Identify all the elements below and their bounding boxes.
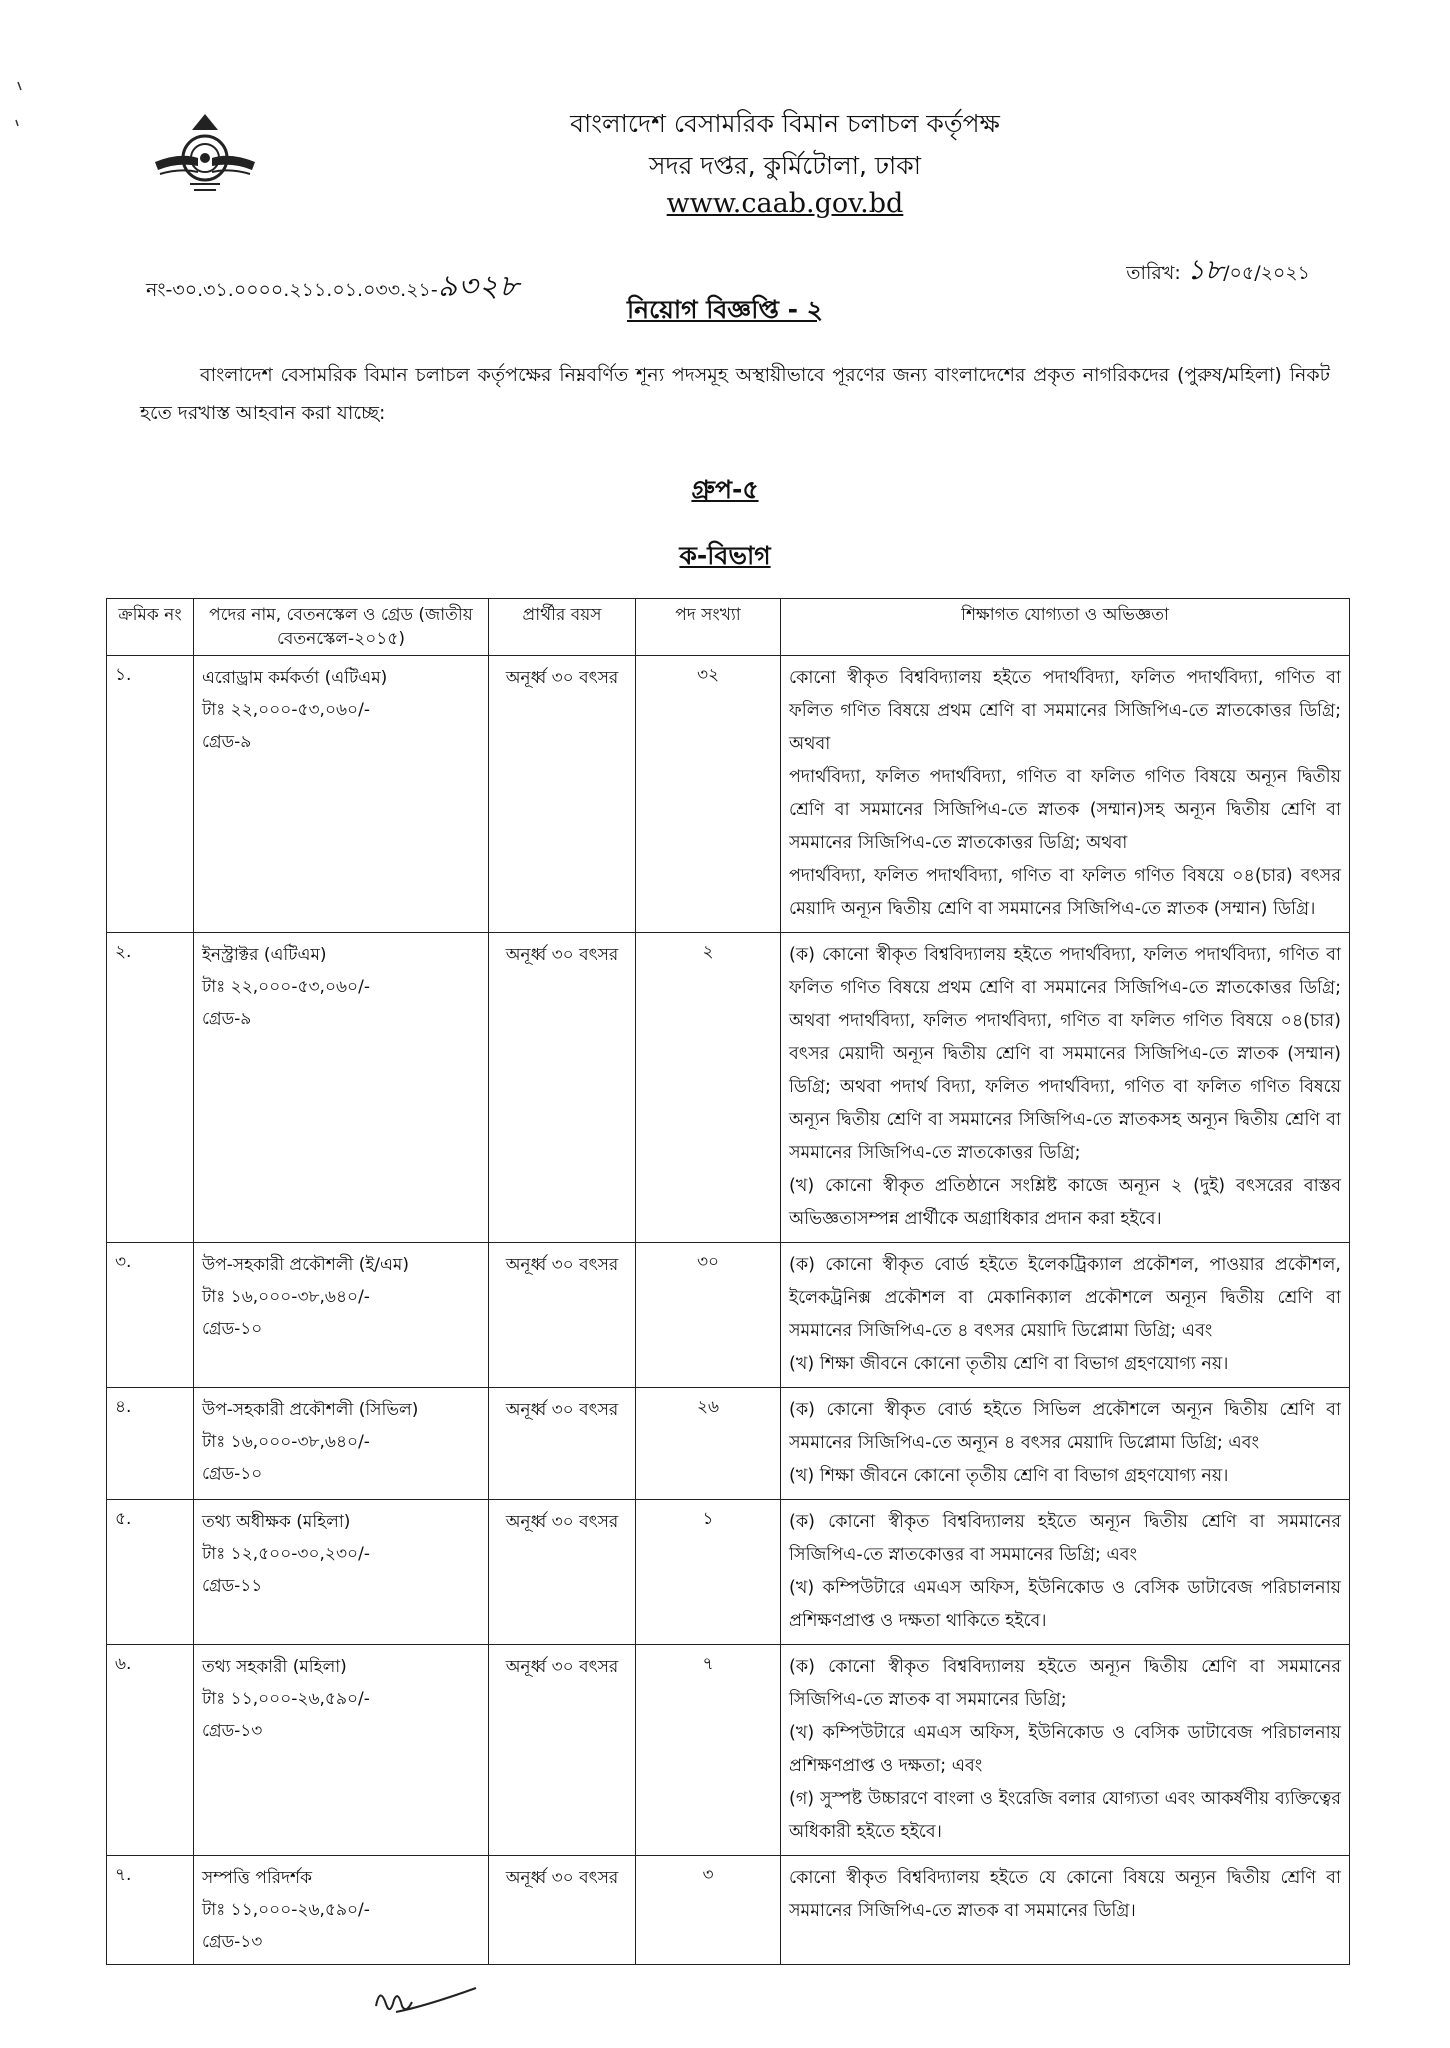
- qualification-item: (খ) শিক্ষা জীবনে কোনো তৃতীয় শ্রেণি বা বিভাগ গ্রহণযোগ্য নয়।: [789, 1466, 1229, 1486]
- post-scale: টাঃ ১৬,০০০-৩৮,৬৪০/-: [202, 1432, 370, 1452]
- post-grade: গ্রেড-১০: [202, 1464, 263, 1484]
- date-month-year: /০৫/২০২১: [1223, 262, 1310, 284]
- post-grade: গ্রেড-১০: [202, 1319, 263, 1339]
- row-post-cell: [194, 1500, 489, 1645]
- row-qualification-cell: [781, 933, 1350, 1243]
- qualification-item: (ক) কোনো স্বীকৃত বিশ্ববিদ্যালয় হইতে অন্যূন দ্বিতীয় শ্রেণি বা সমমানের সিজিপিএ-তে স্নাতকোত্তর বা সমমানের ডিগ্রি; এবং: [789, 1512, 1341, 1565]
- post-name: ইনস্ট্রাক্টর (এটিএম): [202, 945, 327, 965]
- group-heading: গ্রুপ-৫: [691, 475, 759, 504]
- post-name: তথ্য অধীক্ষক (মহিলা): [202, 1512, 351, 1532]
- qualification-item: (খ) কোনো স্বীকৃত প্রতিষ্ঠানে সংশ্লিষ্ট কাজে অন্যূন ২ (দুই) বৎসরের বাস্তব অভিজ্ঞতাসম্পন্ন প্রার্থীকে অগ্রাধিকার প্রদান করা হইবে।: [789, 1176, 1341, 1229]
- row-age: অনূর্ধ্ব ৩০ বৎসর: [489, 1500, 636, 1645]
- post-scale: টাঃ ১২,৫০০-৩০,২৩০/-: [202, 1544, 370, 1564]
- qualification-item: (খ) কম্পিউটারে এমএস অফিস, ইউনিকোড ও বেসিক ডাটাবেজ পরিচালনায় প্রশিক্ষণপ্রাপ্ত ও দক্ষতা; এবং: [789, 1723, 1341, 1776]
- post-name: উপ-সহকারী প্রকৌশলী (ই/এম): [202, 1255, 409, 1275]
- qualification-item: (খ) কম্পিউটারে এমএস অফিস, ইউনিকোড ও বেসিক ডাটাবেজ পরিচালনায় প্রশিক্ষণপ্রাপ্ত ও দক্ষতা থাকিতে হইবে।: [789, 1578, 1341, 1631]
- row-post-count: ৩২: [636, 656, 781, 933]
- header-qualification: শিক্ষাগত যোগ্যতা ও অভিজ্ঞতা: [781, 599, 1350, 656]
- date-label: তারিখ:: [1126, 262, 1181, 284]
- qualification-item: পদার্থবিদ্যা, ফলিত পদার্থবিদ্যা, গণিত বা ফলিত গণিত বিষয়ে অন্যূন দ্বিতীয় শ্রেণি বা সমমানের সিজিপিএ-তে স্নাতক (সম্মান)সহ অন্যূন দ্বিতীয় শ্রেণি বা সমমানের সিজিপিএ-তে স্নাতকোত্তর ডিগ্রি; অথবা: [789, 767, 1341, 853]
- row-qualification-cell: [781, 1388, 1350, 1500]
- post-grade: গ্রেড-১৩: [202, 1721, 263, 1741]
- row-serial: ৬.: [107, 1645, 194, 1856]
- qualification-item: কোনো স্বীকৃত বিশ্ববিদ্যালয় হইতে যে কোনো বিষয়ে অন্যূন দ্বিতীয় শ্রেণি বা সমমানের সিজিপিএ-তে স্নাতক বা সমমানের ডিগ্রি।: [789, 1868, 1341, 1921]
- post-name: সম্পত্তি পরিদর্শক: [202, 1868, 312, 1888]
- qualification-item: (ক) কোনো স্বীকৃত বোর্ড হইতে ইলেকট্রিক্যাল প্রকৌশল, পাওয়ার প্রকৌশল, ইলেকট্রনিক্স প্রকৌশল বা মেকানিক্যাল প্রকৌশলে অন্যূন দ্বিতীয় শ্রেণি বা সমমানের সিজিপিএ-তে ৪ বৎসর মেয়াদি ডিপ্লোমা ডিগ্রি; এবং: [789, 1255, 1341, 1341]
- post-grade: গ্রেড-১৩: [202, 1932, 263, 1952]
- row-post-count: ৩: [636, 1856, 781, 1965]
- row-qualification-cell: [781, 1500, 1350, 1645]
- table-row: [107, 1243, 1350, 1388]
- row-post-cell: [194, 1645, 489, 1856]
- organization-name: বাংলাদেশ বেসামরিক বিমান চলাচল কর্তৃপক্ষ: [570, 109, 1000, 138]
- post-scale: টাঃ ১৬,০০০-৩৮,৬৪০/-: [202, 1287, 370, 1307]
- row-post-count: ৭: [636, 1645, 781, 1856]
- qualification-item: কোনো স্বীকৃত বিশ্ববিদ্যালয় হইতে পদার্থবিদ্যা, ফলিত পদার্থবিদ্যা, গণিত বা ফলিত গণিত বিষয়ে প্রথম শ্রেণি বা সমমানের সিজিপিএ-তে স্নাতকোত্তর ডিগ্রি; অথবা: [789, 668, 1341, 754]
- row-qualification-cell: [781, 1243, 1350, 1388]
- post-grade: গ্রেড-১১: [202, 1576, 263, 1596]
- row-qualification-cell: [781, 1856, 1350, 1965]
- post-scale: টাঃ ২২,০০০-৫৩,০৬০/-: [202, 977, 370, 997]
- row-post-cell: [194, 1243, 489, 1388]
- date-day: ১৮: [1186, 253, 1224, 286]
- qualification-item: (গ) সুস্পষ্ট উচ্চারণে বাংলা ও ইংরেজি বলার যোগ্যতা এবং আকর্ষণীয় ব্যক্তিত্বের অধিকারী হইতে হইবে।: [789, 1789, 1341, 1842]
- post-name: উপ-সহকারী প্রকৌশলী (সিভিল): [202, 1400, 419, 1420]
- qualification-item: (ক) কোনো স্বীকৃত বোর্ড হইতে সিভিল প্রকৌশলে অন্যূন দ্বিতীয় শ্রেণি বা সমমানের সিজিপিএ-তে অন্যূন ৪ বৎসর মেয়াদি ডিপ্লোমা ডিগ্রি; এবং: [789, 1400, 1341, 1453]
- table-header-row: [107, 599, 1350, 656]
- row-post-cell: [194, 933, 489, 1243]
- row-post-count: ১: [636, 1500, 781, 1645]
- row-post-count: ২: [636, 933, 781, 1243]
- organization-address: সদর দপ্তর, কুর্মিটোলা, ঢাকা: [648, 151, 922, 180]
- row-post-count: ২৬: [636, 1388, 781, 1500]
- post-grade: গ্রেড-৯: [202, 732, 252, 752]
- row-age: অনূর্ধ্ব ৩০ বৎসর: [489, 933, 636, 1243]
- qualification-item: (খ) শিক্ষা জীবনে কোনো তৃতীয় শ্রেণি বা বিভাগ গ্রহণযোগ্য নয়।: [789, 1354, 1229, 1374]
- table-row: [107, 1388, 1350, 1500]
- row-serial: ৩.: [107, 1243, 194, 1388]
- row-serial: ৪.: [107, 1388, 194, 1500]
- row-serial: ৭.: [107, 1856, 194, 1965]
- row-age: অনূর্ধ্ব ৩০ বৎসর: [489, 1645, 636, 1856]
- row-age: অনূর্ধ্ব ৩০ বৎসর: [489, 1856, 636, 1965]
- post-scale: টাঃ ২২,০০০-৫৩,০৬০/-: [202, 700, 370, 720]
- post-name: এরোড্রাম কর্মকর্তা (এটিএম): [202, 668, 388, 688]
- memo-prefix: নং-৩০.৩১.০০০০.২১১.০১.০৩৩.২১-: [146, 279, 438, 301]
- division-heading: ক-বিভাগ: [679, 541, 771, 570]
- header-age: প্রার্থীর বয়স: [489, 599, 636, 656]
- post-scale: টাঃ ১১,০০০-২৬,৫৯০/-: [202, 1900, 370, 1920]
- row-serial: ১.: [107, 656, 194, 933]
- post-grade: গ্রেড-৯: [202, 1009, 252, 1029]
- post-scale: টাঃ ১১,০০০-২৬,৫৯০/-: [202, 1689, 370, 1709]
- qualification-item: পদার্থবিদ্যা, ফলিত পদার্থবিদ্যা, গণিত বা ফলিত গণিত বিষয়ে ০৪(চার) বৎসর মেয়াদি অন্যূন দ্বিতীয় শ্রেণি বা সমমানের সিজিপিএ-তে স্নাতক (সম্মান) ডিগ্রি।: [789, 866, 1341, 919]
- row-post-cell: [194, 1856, 489, 1965]
- row-age: অনূর্ধ্ব ৩০ বৎসর: [489, 1243, 636, 1388]
- header-serial: ক্রমিক নং: [107, 599, 194, 656]
- intro-paragraph: বাংলাদেশ বেসামরিক বিমান চলাচল কর্তৃপক্ষের নিম্নবর্ণিত শূন্য পদসমূহ অস্থায়ীভাবে পূরণের জন্য বাংলাদেশের প্রকৃত নাগরিকদের (পুরুষ/মহিলা) নিকট হতে দরখাস্ত আহবান করা যাচ্ছে:: [140, 364, 1330, 424]
- table-row: [107, 656, 1350, 933]
- qualification-item: (ক) কোনো স্বীকৃত বিশ্ববিদ্যালয় হইতে অন্যূন দ্বিতীয় শ্রেণি বা সমমানের সিজিপিএ-তে স্নাতক বা সমমানের ডিগ্রি;: [789, 1657, 1341, 1710]
- table-row: [107, 1645, 1350, 1856]
- handwritten-signature: [366, 1976, 486, 2026]
- row-age: অনূর্ধ্ব ৩০ বৎসর: [489, 656, 636, 933]
- row-serial: ৫.: [107, 1500, 194, 1645]
- row-qualification-cell: [781, 1645, 1350, 1856]
- row-post-count: ৩০: [636, 1243, 781, 1388]
- issue-date: [1126, 248, 1310, 295]
- memo-handwritten-number: ৯৩২৮: [437, 269, 520, 304]
- notice-title: নিয়োগ বিজ্ঞপ্তি - ২: [627, 295, 823, 324]
- table-row: [107, 1856, 1350, 1965]
- website-link[interactable]: www.caab.gov.bd: [666, 188, 904, 219]
- header-count: পদ সংখ্যা: [636, 599, 781, 656]
- row-age: অনূর্ধ্ব ৩০ বৎসর: [489, 1388, 636, 1500]
- row-serial: ২.: [107, 933, 194, 1243]
- header-post: পদের নাম, বেতনস্কেল ও গ্রেড (জাতীয় বেতনস্কেল-২০১৫): [194, 599, 489, 656]
- qualification-item: (ক) কোনো স্বীকৃত বিশ্ববিদ্যালয় হইতে পদার্থবিদ্যা, ফলিত পদার্থবিদ্যা, গণিত বা ফলিত গণিত বিষয়ে প্রথম শ্রেণি বা সমমানের সিজিপিএ-তে স্নাতকোত্তর ডিগ্রি; অথবা পদার্থবিদ্যা, ফলিত পদার্থবিদ্যা, গণিত বা ফলিত গণিত বিষয়ে ০৪(চার) বৎসর মেয়াদী অন্যূন দ্বিতীয় শ্রেণি বা সমমানের সিজিপিএ-তে স্নাতক (সম্মান) ডিগ্রি; অথবা পদার্থ বিদ্যা, ফলিত পদার্থবিদ্যা, গণিত বা ফলিত গণিত বিষয়ে অন্যূন দ্বিতীয় শ্রেণি বা সমমানের সিজিপিএ-তে স্নাতকসহ অন্যূন দ্বিতীয় শ্রেণি বা সমমানের সিজিপিএ-তে স্নাতকোত্তর ডিগ্রি;: [789, 945, 1341, 1163]
- row-post-cell: [194, 1388, 489, 1500]
- row-post-cell: [194, 656, 489, 933]
- vacancy-table: [106, 598, 1350, 1965]
- post-name: তথ্য সহকারী (মহিলা): [202, 1657, 347, 1677]
- table-row: [107, 1500, 1350, 1645]
- row-qualification-cell: [781, 656, 1350, 933]
- table-row: [107, 933, 1350, 1243]
